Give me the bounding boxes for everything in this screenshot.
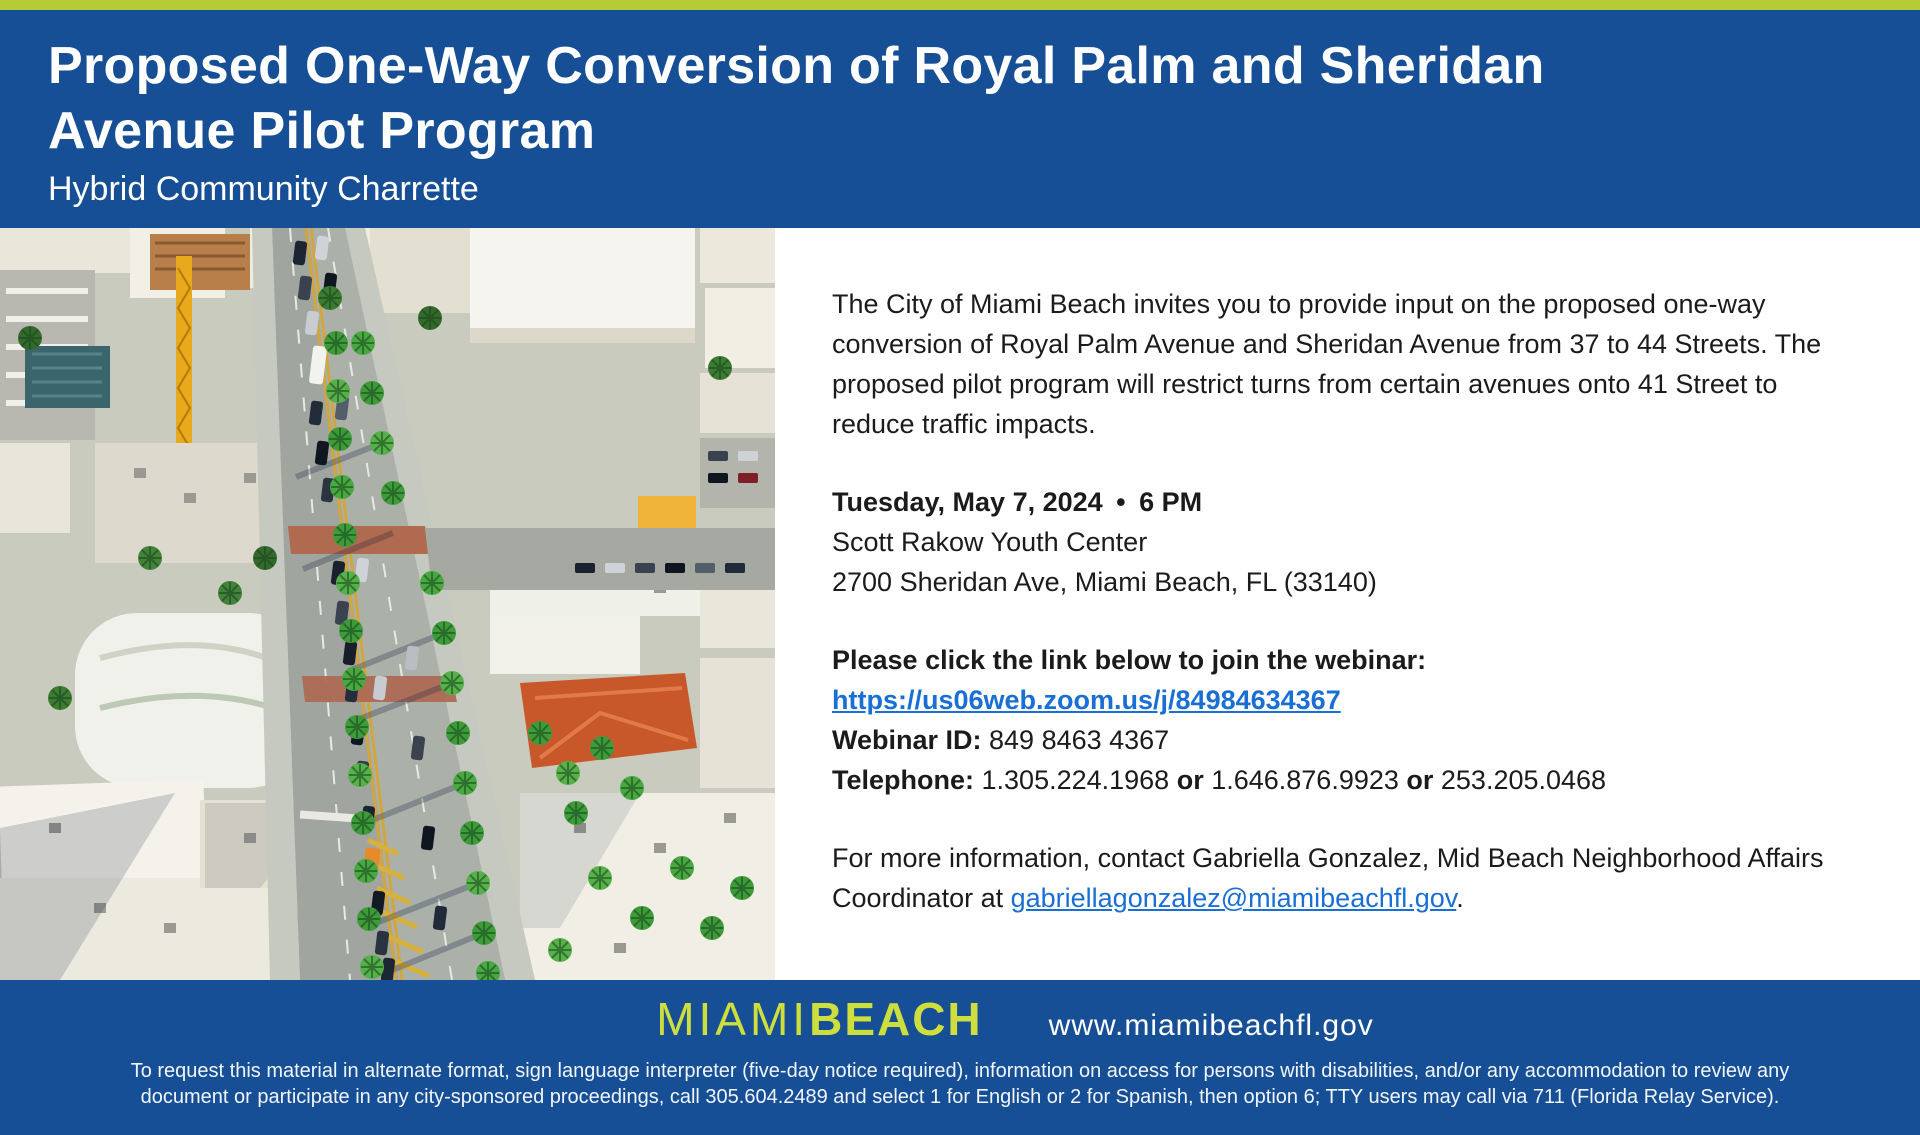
event-address: 2700 Sheridan Ave, Miami Beach, FL (33140) (832, 567, 1377, 597)
telephone-or-1: or (1176, 765, 1204, 795)
body-text-column (775, 228, 1875, 980)
webinar-link[interactable]: https://us06web.zoom.us/j/84984634367 (832, 685, 1341, 715)
page-title: Proposed One-Way Conversion of Royal Palm and Sheridan Avenue Pilot Program (48, 37, 1545, 160)
event-details (832, 482, 1842, 602)
aerial-photo (0, 228, 775, 980)
contact-paragraph (832, 838, 1842, 918)
webinar-prompt: Please click the link below to join the webinar: (832, 645, 1427, 675)
top-accent-strip (0, 0, 1920, 10)
aerial-photo-illustration (0, 228, 775, 980)
page-subtitle: Hybrid Community Charrette (48, 170, 479, 208)
footer-banner (0, 980, 1920, 1135)
telephone-or-2: or (1406, 765, 1434, 795)
logo-miami-text: MIAMI (656, 993, 810, 1045)
event-datetime: Tuesday, May 7, 2024 • 6 PM (832, 487, 1203, 517)
footer-website: www.miamibeachfl.gov (1048, 1009, 1374, 1042)
contact-period: . (1456, 883, 1464, 913)
telephone-number-2: 1.646.876.9923 (1203, 765, 1407, 795)
event-venue: Scott Rakow Youth Center (832, 527, 1148, 557)
intro-paragraph: The City of Miami Beach invites you to provide input on the proposed one-way conversion of Royal Palm Avenue and Sheridan Avenue from 37 to 44 Streets. The proposed pilot program will restrict turns from certain avenues onto 41 Street to reduce traffic impacts. (832, 289, 1822, 439)
fine-print-line-1: To request this material in alternate format, sign language interpreter (five-day notice required), information on access for persons with disabilities, and/or any accommodation to review any (130, 1060, 1790, 1082)
webinar-id-label: Webinar ID: (832, 725, 982, 755)
accessibility-fine-print (0, 1058, 1920, 1110)
telephone-number-3: 253.205.0468 (1433, 765, 1607, 795)
fine-print-line-2: document or participate in any city-sponsored proceedings, call 305.604.2489 and select 1 for English or 2 for Spanish, then option 6; TTY users may call via 711 (Florida Relay Service). (140, 1086, 1780, 1108)
telephone-number-1: 1.305.224.1968 (974, 765, 1177, 795)
miami-beach-logo (656, 992, 982, 1046)
telephone-label: Telephone: (832, 765, 975, 795)
webinar-id-value: 849 8463 4367 (981, 725, 1170, 755)
main-section (0, 228, 1920, 980)
webinar-details (832, 640, 1842, 800)
logo-beach-text: BEACH (809, 993, 983, 1045)
footer-logo-row (55, 992, 1920, 1046)
contact-email-link[interactable]: gabriellagonzalez@miamibeachfl.gov (1010, 883, 1457, 913)
header-banner (0, 10, 1920, 228)
contact-text: For more information, contact Gabriella Gonzalez, Mid Beach Neighborhood Affairs Coordinator at (832, 843, 1824, 913)
